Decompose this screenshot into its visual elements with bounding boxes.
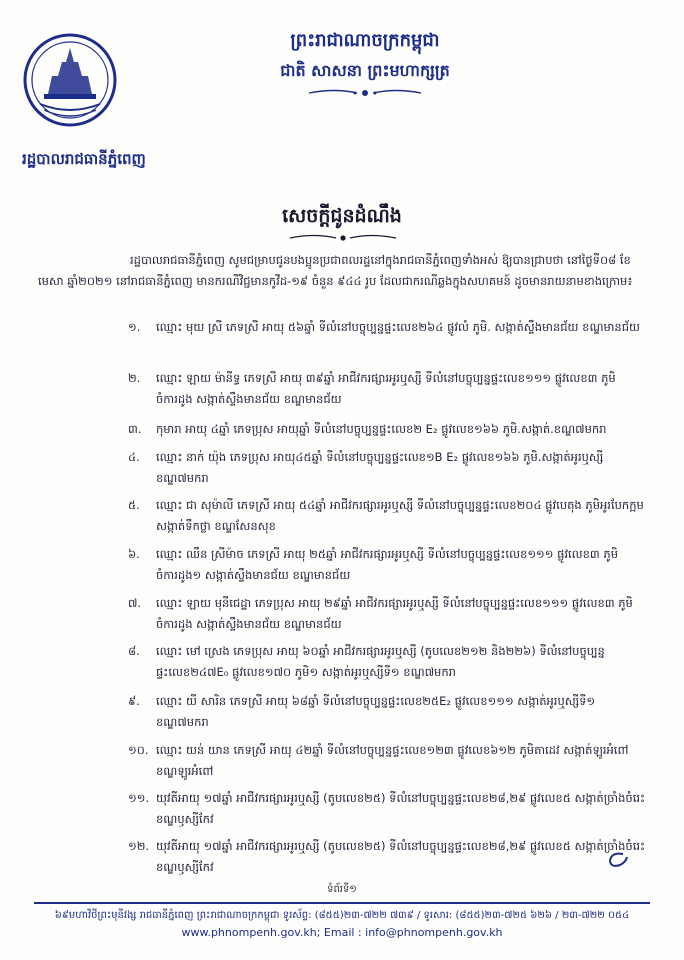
title-ornament-icon xyxy=(288,232,398,244)
item-text: ឈ្មោះ យី សារិន ភេទស្រី អាយុ ៦៨ឆ្នាំ ទីលំនៅបច្ចុប្បន្នផ្ទះលេខ២៥E₂ ផ្លូវលេខ១១១ សង្កាត់អូរឬស្សីទី១ ខណ្ឌ៧មករា xyxy=(156,694,596,729)
footer-address: ៦៩មហាវិថីព្រះមុនីវង្ស រាជធានីភ្នំពេញ ព្រះរាជាណាចក្រកម្ពុជា ទូរស័ព្ទ: (៨៥៥)២៣-៧២២ ៧៣៩ / ទូរសារ: (៨៥៥)២៣-៧២៥ ៦២៦ / ២៣-៧២២ ០៥៤ xyxy=(54,910,630,921)
item-text: ឈ្មោះ ឡាយ ម៉ានីទ្ធ ភេទស្រី អាយុ ៣៩ឆ្នាំ អាជីវករផ្សារអូរឬស្សី ទីលំនៅបច្ចុប្បន្នផ្ទះលេខ១១១ ផ្លូវលេខ៣ ភូមិចំការដូង សង្កាត់ស្ទឹងមានជ័យ ខណ្ឌមានជ័យ xyxy=(156,371,616,406)
item-text: ឈ្មោះ នាក់ យ៉ុង ភេទប្រុស អាយុ៤៥ឆ្នាំ ទីលំនៅបច្ចុប្បន្នផ្ទះលេខ១B E₂ ផ្លូវលេខ១៦៦ ភូមិ.សង្កាត់អូរឬស្សី ខណ្ឌ៧មករា xyxy=(156,450,604,485)
item-text: ឈ្មោះ ជា សុម៉ាលី ភេទស្រី អាយុ ៥៤ឆ្នាំ អាជីវករផ្សារអូរឬស្សី ទីលំនៅបច្ចុប្បន្នផ្ទះលេខ២០៤ ផ្លូវបេតុង ភូមិអូរបែកក្អម សង្កាត់ទឹកថ្លា ខណ្ឌសែនសុខ xyxy=(156,498,644,533)
issuing-authority: រដ្ឋបាលរាជធានីភ្នំពេញ xyxy=(22,150,146,168)
item-number: ១១. xyxy=(128,791,150,805)
kingdom-heading: ព្រះរាជាណាចក្រកម្ពុជា xyxy=(290,30,440,51)
item-text: ឈ្មោះ ឈឹន ស្រីម៉ាច ភេទស្រី អាយុ ២៥ឆ្នាំ អាជីវករផ្សារអូរឬស្សី ទីលំនៅបច្ចុប្បន្នផ្ទះលេខ១១១ ផ្លូវលេខ៣ ភូមិចំការដូង១ សង្កាត់ស្ទឹងមានជ័យ ខណ្ឌមានជ័យ xyxy=(156,547,619,582)
item-number: ៦. xyxy=(128,547,140,561)
item-number: ១២. xyxy=(128,839,150,853)
item-text: ឈ្មោះ ឡាយ មុនីជេដ្ឋា ភេទប្រុស អាយុ ២៩ឆ្នាំ អាជីវករផ្សារអូរឬស្សី ទីលំនៅបច្ចុប្បន្នផ្ទះលេខ១១១ ផ្លូវលេខ៣ ភូមិចំការដូង សង្កាត់ស្ទឹងមានជ័យ ខណ្ឌមានជ័យ xyxy=(156,596,633,631)
item-text: យុវតីអាយុ ១៧ឆ្នាំ អាជីវករផ្សារអូរឬស្សី (តូបលេខ២៥) ទីលំនៅបច្ចុប្បន្នផ្ទះលេខ២៨,២៩ ផ្លូវលេខ៥ សង្កាត់ច្រាំងចំរេះ ខណ្ឌឫស្សីកែវ xyxy=(156,839,646,874)
item-number: ៤. xyxy=(128,450,140,464)
item-number: ៥. xyxy=(128,498,140,512)
item-number: ៨. xyxy=(128,644,140,658)
signature-mark-icon xyxy=(605,850,631,870)
page-number: ទំព័រទី១ xyxy=(327,884,357,895)
ornament-divider-icon xyxy=(305,86,425,100)
item-number: ២. xyxy=(128,371,141,385)
item-number: ៩. xyxy=(128,694,140,708)
footer-contact: www.phnompenh.gov.kh; Email : info@phnompenh.gov.kh xyxy=(181,926,503,939)
item-number: ៣. xyxy=(128,422,142,436)
item-number: ១០. xyxy=(128,743,149,757)
item-text: ឈ្មោះ មៅ ស្រេង ភេទប្រុស អាយុ ៦០ឆ្នាំ អាជីវករផ្សារអូរឬស្សី (តូបលេខ២១២ និង២២៦) ទីលំនៅបច្ចុប្បន្នផ្ទះលេខ២៤៧E₀ ផ្លូវលេខ១៧០ ភូមិ១ សង្កាត់អូរឬស្សីទី១ ខណ្ឌ៧មករា xyxy=(156,644,605,679)
footer-divider xyxy=(34,902,650,904)
national-motto: ជាតិ សាសនា ព្រះមហាក្សត្រ xyxy=(280,61,450,80)
item-text: យុវតីអាយុ ១៧ឆ្នាំ អាជីវករផ្សារអូរឬស្សី (តូបលេខ២៥) ទីលំនៅបច្ចុប្បន្នផ្ទះលេខ២៨,២៩ ផ្លូវលេខ៥ សង្កាត់ច្រាំងចំរេះ ខណ្ឌឫស្សីកែវ xyxy=(156,791,646,826)
item-text: ឈ្មោះ យន់ យាន ភេទស្រី អាយុ ៤២ឆ្នាំ ទីលំនៅបច្ចុប្បន្នផ្ទះលេខ១២៣ ផ្លូវលេខ៦១២ ភូមិតាដេវ សង្កាត់ឡូរអំពៅ ខណ្ឌឡូរអំពៅ xyxy=(156,743,629,778)
item-number: ៧. xyxy=(128,596,142,610)
item-text: កុមារា អាយុ ៤ឆ្នាំ ភេទប្រុស អាយុឆ្នាំ ទីលំនៅបច្ចុប្បន្នផ្ទះលេខ២ E₂ ផ្លូវលេខ១៦៦ ភូមិ.សង្កាត់.ខណ្ឌ៧មករា xyxy=(156,422,607,436)
item-number: ១. xyxy=(128,320,141,334)
intro-paragraph: រដ្ឋបាលរាជធានីភ្នំពេញ សូមជម្រាបជូនបងប្អូនប្រជាពលរដ្ឋនៅក្នុងរាជធានីភ្នំពេញទាំងអស់ ឱ្យបានជ្រាបថា នៅថ្ងៃទី០៨ ខែមេសា ឆ្នាំ២០២១ នៅរាជធានីភ្នំពេញ មានករណីវិជ្ជមានកូវីដ-១៩ ចំនួន ៩៤៤ រូប ដែលជាករណីឆ្លងក្នុងសហគមន៍ ដូចមានរាយនាមខាងក្រោម៖ xyxy=(38,253,633,288)
document-title: សេចក្តីជូនដំណឹង xyxy=(282,205,402,227)
municipal-seal-icon xyxy=(22,32,118,128)
item-text: ឈ្មោះ មុយ ស្រី ភេទស្រី អាយុ ៥៦ឆ្នាំ ទីលំនៅបច្ចុប្បន្នផ្ទះលេខ២៦៤ ផ្លូវលំ ភូមិ. សង្កាត់ស្ទឹងមានជ័យ ខណ្ឌមានជ័យ xyxy=(156,320,640,334)
